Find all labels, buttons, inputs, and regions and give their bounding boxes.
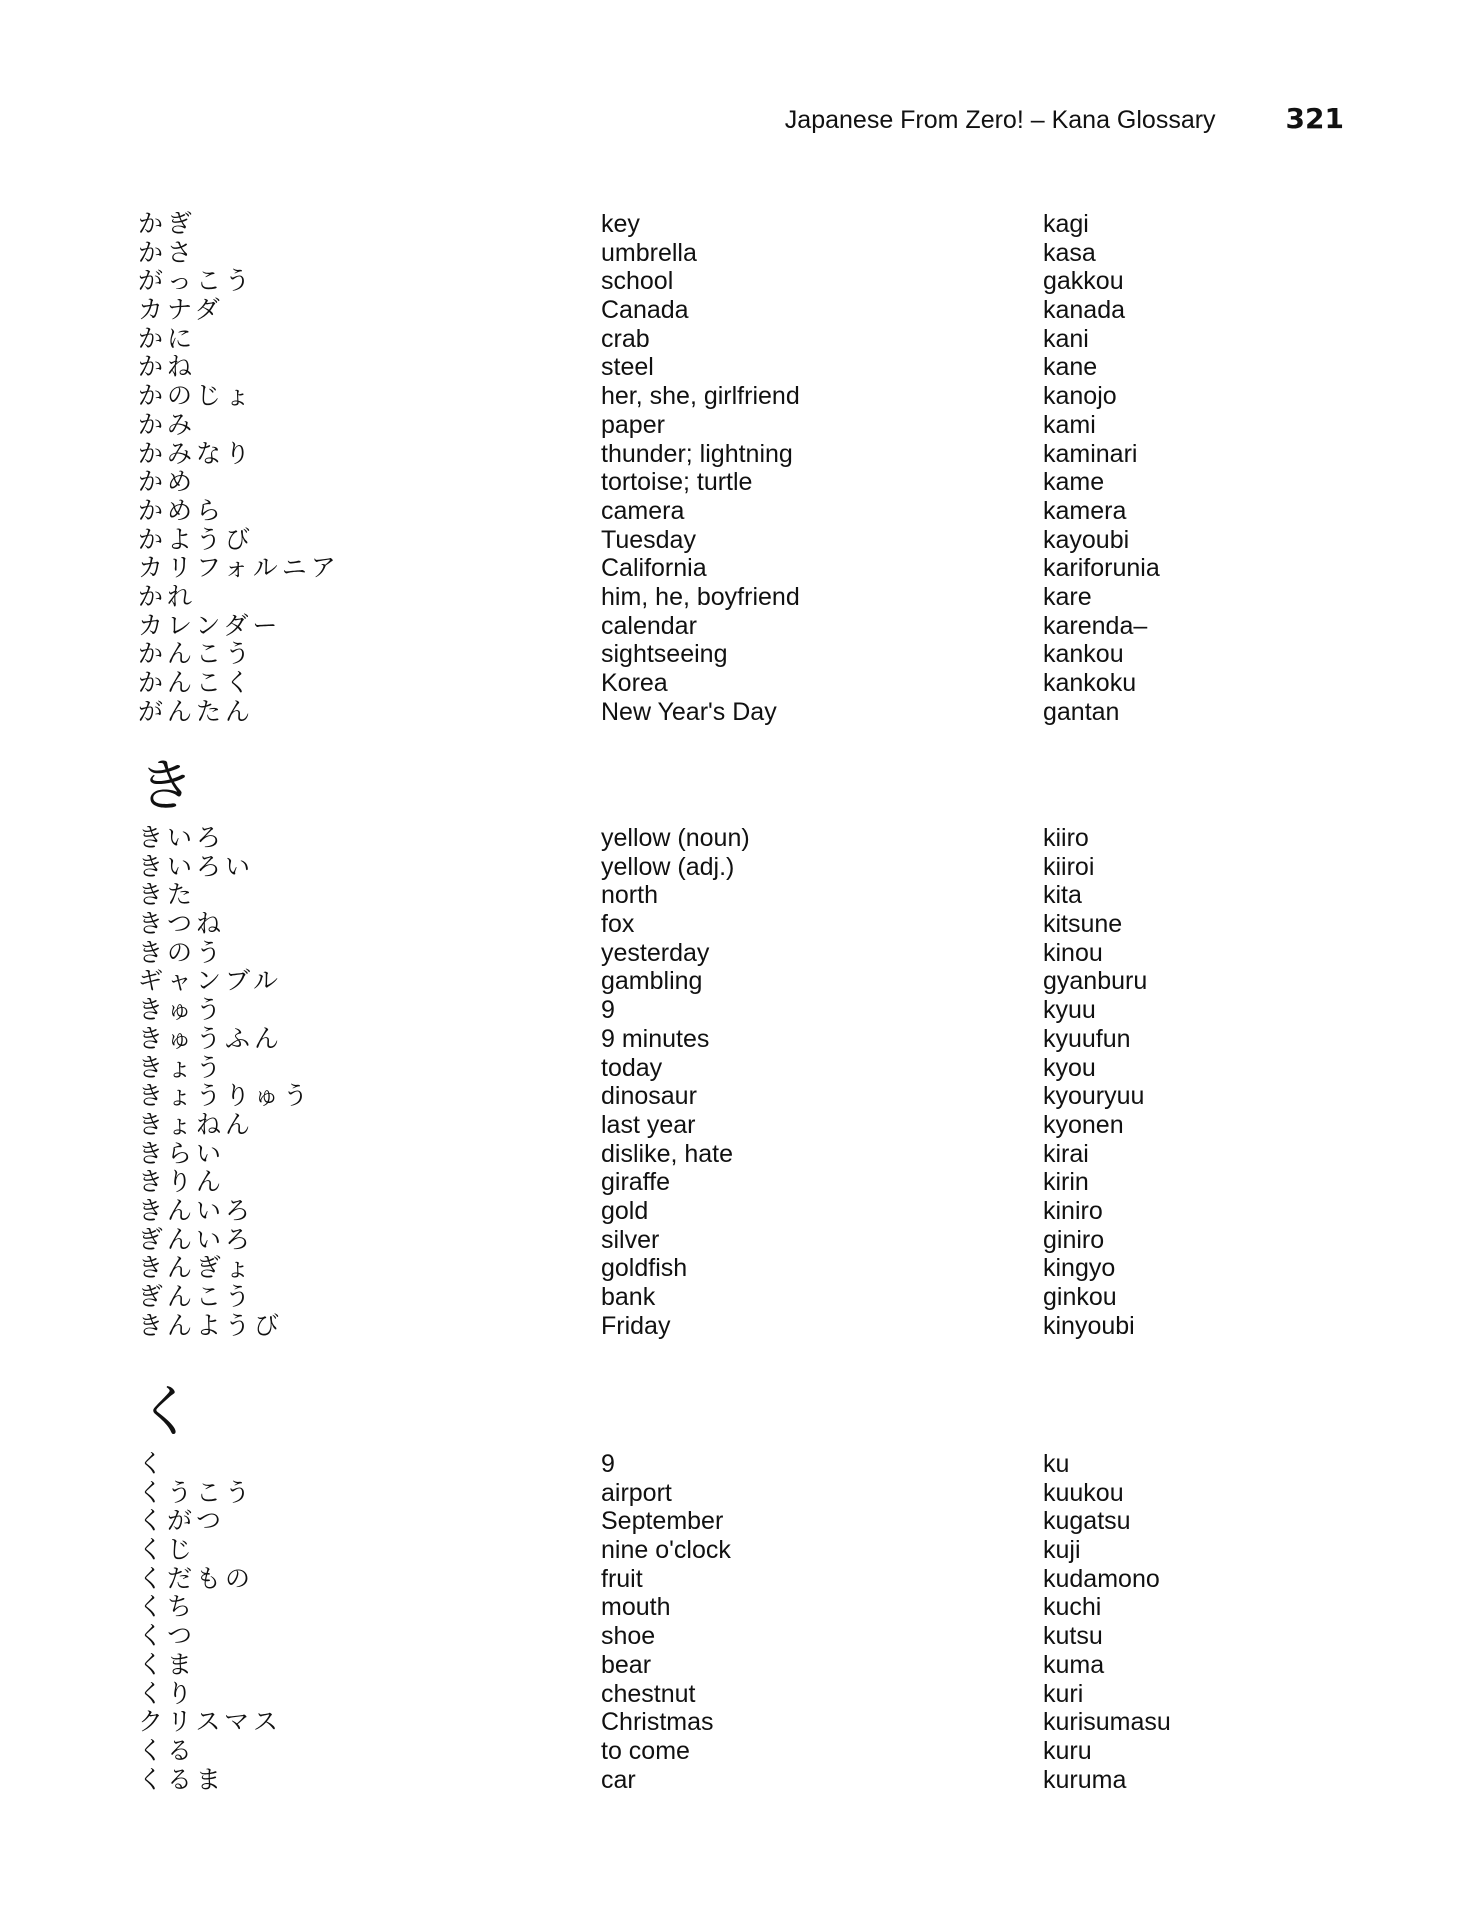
romaji-reading: kirai (1043, 1139, 1089, 1168)
glossary-row (138, 1708, 1368, 1737)
kana-term: きりん (138, 1167, 226, 1197)
kana-term: くつ (138, 1621, 197, 1651)
glossary-row (138, 1536, 1368, 1565)
english-meaning: gambling (601, 967, 703, 996)
english-meaning: Canada (601, 296, 689, 325)
romaji-reading: kuchi (1043, 1593, 1102, 1622)
romaji-reading: kuru (1043, 1736, 1092, 1765)
kana-term: きょう (138, 1052, 226, 1082)
english-meaning: last year (601, 1110, 696, 1139)
kana-term: かね (138, 352, 197, 382)
glossary-row (138, 967, 1368, 996)
english-meaning: crab (601, 324, 650, 353)
glossary-row (138, 640, 1368, 669)
romaji-reading: kitsune (1043, 910, 1123, 939)
glossary-row (138, 698, 1368, 727)
english-meaning: Christmas (601, 1708, 714, 1737)
kana-term: かに (138, 323, 197, 353)
glossary-row (138, 1766, 1368, 1795)
romaji-reading: karenda– (1043, 611, 1148, 640)
romaji-reading: kyuu (1043, 996, 1096, 1025)
english-meaning: camera (601, 496, 685, 525)
glossary-row (138, 612, 1368, 641)
glossary-row (138, 267, 1368, 296)
glossary-row (138, 853, 1368, 882)
section-heading: く (138, 1380, 194, 1445)
romaji-reading: kurisumasu (1043, 1708, 1171, 1737)
kana-term: く (138, 1449, 168, 1478)
glossary-row (138, 1168, 1368, 1197)
glossary-row (138, 1737, 1368, 1766)
glossary-row (138, 296, 1368, 325)
english-meaning: thunder; lightning (601, 439, 793, 468)
romaji-reading: kiiroi (1043, 852, 1095, 881)
glossary-row (138, 1450, 1368, 1479)
kana-term: くるま (138, 1764, 226, 1794)
kana-term: きょねん (138, 1109, 255, 1139)
kana-term: きいろ (138, 823, 226, 852)
romaji-reading: kita (1043, 881, 1082, 910)
english-meaning: 9 (601, 1450, 615, 1478)
romaji-reading: kudamono (1043, 1564, 1160, 1593)
romaji-reading: kingyo (1043, 1254, 1116, 1283)
kana-term: かのじょ (138, 381, 255, 411)
english-meaning: today (601, 1053, 663, 1082)
romaji-reading: kayoubi (1043, 525, 1130, 554)
kana-term: きんいろ (138, 1195, 255, 1225)
english-meaning: paper (601, 410, 665, 439)
glossary-row (138, 939, 1368, 968)
glossary-row (138, 1593, 1368, 1622)
english-meaning: gold (601, 1196, 649, 1225)
english-meaning: mouth (601, 1593, 671, 1622)
glossary-row (138, 996, 1368, 1025)
romaji-reading: kuukou (1043, 1478, 1124, 1507)
kana-term: きんぎょ (138, 1253, 255, 1283)
kana-term: くだもの (138, 1563, 255, 1593)
english-meaning: key (601, 210, 640, 238)
romaji-reading: kyou (1043, 1053, 1096, 1082)
glossary-row (138, 382, 1368, 411)
romaji-reading: kankou (1043, 640, 1124, 669)
kana-term: きゅう (138, 995, 226, 1025)
romaji-reading: kuruma (1043, 1765, 1127, 1794)
english-meaning: Tuesday (601, 525, 696, 554)
glossary-row (138, 1226, 1368, 1255)
romaji-reading: kugatsu (1043, 1507, 1131, 1536)
kana-term: かれ (138, 581, 197, 611)
kana-term: くじ (138, 1535, 197, 1565)
romaji-reading: gakkou (1043, 267, 1124, 296)
romaji-reading: kankoku (1043, 669, 1137, 697)
kana-term: くる (138, 1735, 197, 1765)
english-meaning: fox (601, 910, 635, 939)
glossary-rows (138, 1450, 1368, 1794)
english-meaning: school (601, 267, 674, 296)
glossary-row (138, 910, 1368, 939)
kana-term: かめら (138, 495, 226, 525)
glossary-row (138, 468, 1368, 497)
kana-term: ぎんいろ (138, 1224, 255, 1254)
romaji-reading: kamera (1043, 496, 1127, 525)
glossary-row (138, 325, 1368, 354)
romaji-reading: kiiro (1043, 824, 1089, 852)
glossary-row (138, 1140, 1368, 1169)
romaji-reading: kane (1043, 353, 1098, 382)
glossary-row (138, 526, 1368, 555)
romaji-reading: kuji (1043, 1536, 1081, 1565)
english-meaning: bank (601, 1283, 656, 1311)
glossary-row (138, 1111, 1368, 1140)
english-meaning: goldfish (601, 1254, 688, 1283)
english-meaning: calendar (601, 611, 697, 640)
romaji-reading: kanada (1043, 296, 1126, 325)
english-meaning: Friday (601, 1311, 671, 1340)
romaji-reading: kyonen (1043, 1110, 1124, 1139)
english-meaning: umbrella (601, 238, 697, 267)
kana-term: クリスマス (138, 1707, 283, 1737)
english-meaning: dislike, hate (601, 1139, 734, 1168)
english-meaning: yellow (adj.) (601, 852, 735, 881)
romaji-reading: ginkou (1043, 1283, 1117, 1311)
english-meaning: September (601, 1507, 724, 1536)
kana-term: くうこう (138, 1477, 255, 1507)
english-meaning: dinosaur (601, 1082, 697, 1111)
romaji-reading: kani (1043, 324, 1089, 353)
romaji-reading: kinyoubi (1043, 1311, 1135, 1340)
kana-term: くま (138, 1649, 197, 1679)
glossary-row (138, 1565, 1368, 1594)
kana-term: ギャンブル (138, 966, 283, 996)
english-meaning: her, she, girlfriend (601, 382, 800, 411)
kana-term: がんたん (138, 696, 255, 726)
kana-term: きのう (138, 937, 226, 967)
glossary-section-ka (138, 210, 1368, 726)
kana-term: くり (138, 1678, 197, 1708)
english-meaning: to come (601, 1736, 690, 1765)
kana-term: きらい (138, 1138, 226, 1168)
romaji-reading: kyuufun (1043, 1024, 1131, 1053)
kana-term: きつね (138, 909, 226, 939)
romaji-reading: kare (1043, 582, 1092, 611)
kana-term: かさ (138, 237, 197, 267)
romaji-reading: kami (1043, 410, 1096, 439)
glossary-row (138, 1283, 1368, 1312)
glossary-row (138, 583, 1368, 612)
kana-term: かようび (138, 524, 255, 554)
kana-term: きょうりゅう (138, 1081, 313, 1111)
romaji-reading: kame (1043, 468, 1105, 497)
glossary-row (138, 497, 1368, 526)
kana-term: かんこう (138, 639, 255, 669)
kana-term: カリフォルニア (138, 553, 340, 583)
english-meaning: California (601, 554, 707, 583)
english-meaning: 9 (601, 996, 615, 1025)
kana-term: きんようび (138, 1310, 284, 1340)
glossary-row (138, 881, 1368, 910)
romaji-reading: kagi (1043, 210, 1089, 238)
english-meaning: yellow (noun) (601, 824, 750, 852)
glossary-row (138, 411, 1368, 440)
kana-term: きいろい (138, 851, 255, 881)
glossary-section-ku (138, 1382, 1368, 1794)
english-meaning: New Year's Day (601, 697, 777, 726)
romaji-reading: kuma (1043, 1650, 1105, 1679)
english-meaning: fruit (601, 1564, 643, 1593)
glossary-row (138, 1651, 1368, 1680)
romaji-reading: kiniro (1043, 1196, 1103, 1225)
glossary-row (138, 824, 1368, 853)
glossary-row (138, 554, 1368, 583)
romaji-reading: ku (1043, 1450, 1070, 1478)
kana-term: カナダ (138, 295, 224, 325)
english-meaning: airport (601, 1478, 672, 1507)
romaji-reading: kariforunia (1043, 554, 1160, 583)
page-number: 321 (1285, 102, 1344, 135)
english-meaning: sightseeing (601, 640, 728, 669)
english-meaning: 9 minutes (601, 1024, 710, 1053)
romaji-reading: kirin (1043, 1168, 1089, 1197)
glossary-row (138, 669, 1368, 698)
english-meaning: nine o'clock (601, 1536, 731, 1565)
glossary-row (138, 239, 1368, 268)
romaji-reading: giniro (1043, 1225, 1105, 1254)
glossary-row (138, 353, 1368, 382)
english-meaning: him, he, boyfriend (601, 582, 800, 611)
page-title: Japanese From Zero! – Kana Glossary (784, 106, 1216, 134)
romaji-reading: kyouryuu (1043, 1082, 1145, 1111)
english-meaning: giraffe (601, 1168, 671, 1197)
english-meaning: Korea (601, 669, 668, 697)
glossary-row (138, 1680, 1368, 1709)
kana-term: かみなり (138, 438, 255, 468)
glossary-row (138, 1312, 1368, 1341)
romaji-reading: kasa (1043, 238, 1096, 267)
glossary-row (138, 1254, 1368, 1283)
kana-term: くがつ (138, 1506, 226, 1536)
kana-term: かんこく (138, 668, 255, 697)
glossary-row (138, 440, 1368, 469)
romaji-reading: gantan (1043, 697, 1120, 726)
glossary-row (138, 1197, 1368, 1226)
english-meaning: shoe (601, 1622, 656, 1651)
kana-term: くち (138, 1592, 197, 1622)
glossary-row (138, 1054, 1368, 1083)
romaji-reading: kanojo (1043, 382, 1117, 411)
page-header (0, 102, 1344, 135)
english-meaning: tortoise; turtle (601, 468, 753, 497)
glossary-rows (138, 210, 1368, 726)
romaji-reading: kutsu (1043, 1622, 1103, 1651)
kana-term: カレンダー (138, 610, 282, 640)
kana-term: かめ (138, 467, 197, 497)
glossary-row (138, 1479, 1368, 1508)
kana-term: きた (138, 880, 197, 910)
glossary-section-ki (138, 756, 1368, 1340)
glossary-row (138, 1082, 1368, 1111)
section-heading: き (138, 754, 194, 819)
kana-term: かぎ (138, 209, 197, 238)
kana-term: ぎんこう (138, 1282, 255, 1311)
english-meaning: chestnut (601, 1679, 696, 1708)
romaji-reading: gyanburu (1043, 967, 1148, 996)
romaji-reading: kinou (1043, 938, 1103, 967)
english-meaning: silver (601, 1225, 660, 1254)
english-meaning: north (601, 881, 658, 910)
glossary-row (138, 210, 1368, 239)
kana-term: かみ (138, 409, 197, 439)
glossary-row (138, 1025, 1368, 1054)
english-meaning: steel (601, 353, 654, 382)
romaji-reading: kaminari (1043, 439, 1138, 468)
english-meaning: bear (601, 1650, 652, 1679)
kana-term: がっこう (138, 266, 255, 296)
glossary-row (138, 1507, 1368, 1536)
glossary-rows (138, 824, 1368, 1340)
glossary-row (138, 1622, 1368, 1651)
kana-term: きゅうふん (138, 1023, 284, 1053)
romaji-reading: kuri (1043, 1679, 1084, 1708)
english-meaning: car (601, 1765, 636, 1794)
english-meaning: yesterday (601, 938, 710, 967)
